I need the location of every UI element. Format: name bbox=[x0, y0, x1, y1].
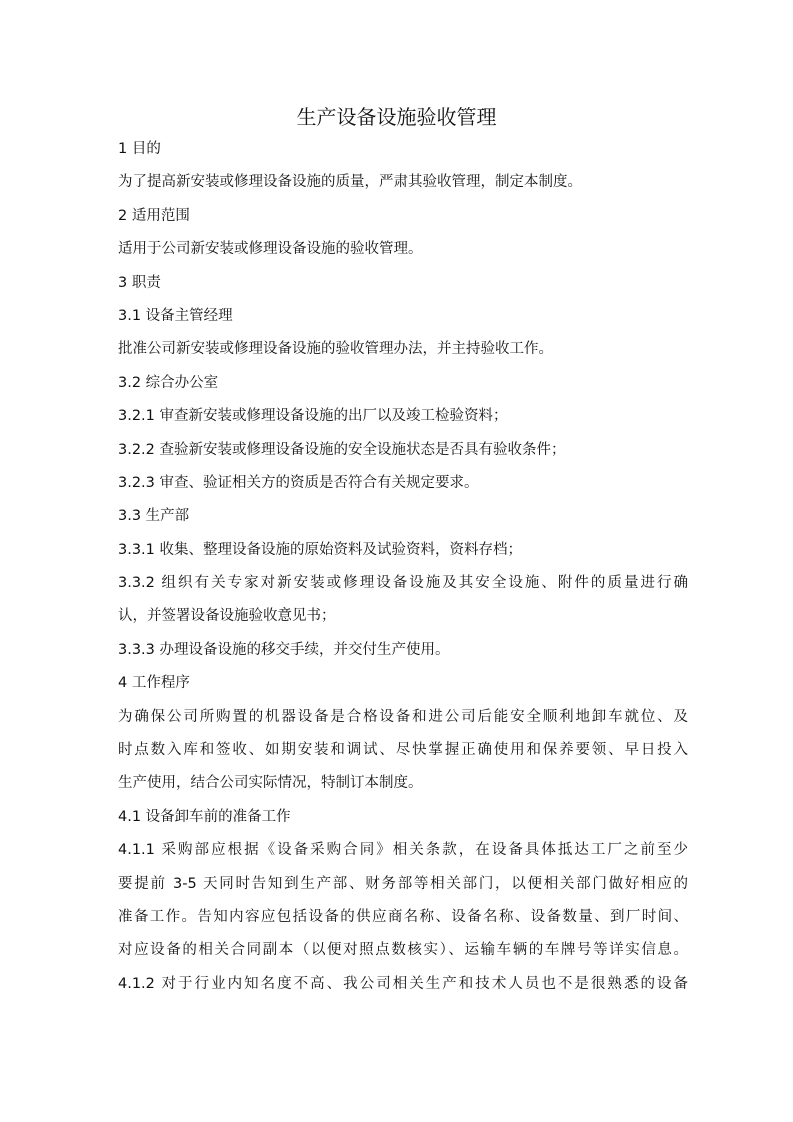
paragraph-line: 适用于公司新安装或修理设备设施的验收管理。 bbox=[118, 241, 423, 258]
document-body bbox=[118, 133, 688, 1001]
section-heading: 1 目的 bbox=[118, 141, 161, 157]
paragraph-line: 3.3.3 办理设备设施的移交手续，并交付生产使用。 bbox=[118, 641, 450, 658]
paragraph-line: 4.1.2 对于行业内知名度不高、我公司相关生产和技术人员也不是很熟悉的设备 bbox=[118, 975, 688, 992]
paragraph-line: 对应设备的相关合同副本（以便对照点数核实）、运输车辆的车牌号等详实信息。 bbox=[118, 942, 688, 959]
paragraph-line: 3.2.3 审查、验证相关方的资质是否符合有关规定要求。 bbox=[118, 474, 479, 491]
document-title: 生产设备设施验收管理 bbox=[296, 105, 497, 129]
section-heading: 3.3 生产部 bbox=[118, 508, 190, 525]
section-heading: 4.1 设备卸车前的准备工作 bbox=[118, 808, 291, 825]
paragraph-line: 认，并签署设备设施验收意见书； bbox=[118, 608, 336, 625]
paragraph-line: 4.1.1 采购部应根据《设备采购合同》相关条款，在设备具体抵达工厂之前至少 bbox=[118, 842, 688, 859]
paragraph-line: 3.2.2 查验新安装或修理设备设施的安全设施状态是否具有验收条件； bbox=[118, 441, 566, 458]
paragraph-line: 为确保公司所购置的机器设备是合格设备和进公司后能安全顺利地卸车就位、及 bbox=[118, 708, 688, 725]
paragraph-line: 生产使用，结合公司实际情况，特制订本制度。 bbox=[118, 775, 423, 792]
paragraph-line: 3.3.1 收集、整理设备设施的原始资料及试验资料，资料存档； bbox=[118, 541, 523, 558]
paragraph-line: 要提前 3-5 天同时告知到生产部、财务部等相关部门，以便相关部门做好相应的 bbox=[118, 875, 688, 892]
section-heading: 2 适用范围 bbox=[118, 207, 190, 224]
paragraph-line: 3.3.2 组织有关专家对新安装或修理设备设施及其安全设施、附件的质量进行确 bbox=[118, 575, 688, 592]
section-heading: 3.1 设备主管经理 bbox=[118, 307, 233, 324]
paragraph-line: 准备工作。告知内容应包括设备的供应商名称、设备名称、设备数量、到厂时间、 bbox=[118, 908, 688, 925]
section-heading: 4 工作程序 bbox=[118, 675, 190, 692]
paragraph-line: 3.2.1 审查新安装或修理设备设施的出厂以及竣工检验资料； bbox=[118, 408, 508, 425]
section-heading: 3 职责 bbox=[118, 274, 161, 291]
paragraph-line: 时点数入库和签收、如期安装和调试、尽快掌握正确使用和保养要领、早日投入 bbox=[118, 742, 688, 759]
paragraph-line: 批准公司新安装或修理设备设施的验收管理办法，并主持验收工作。 bbox=[118, 341, 553, 358]
paragraph-line: 为了提高新安装或修理设备设施的质量，严肃其验收管理，制定本制度。 bbox=[118, 174, 582, 191]
section-heading: 3.2 综合办公室 bbox=[118, 374, 219, 391]
